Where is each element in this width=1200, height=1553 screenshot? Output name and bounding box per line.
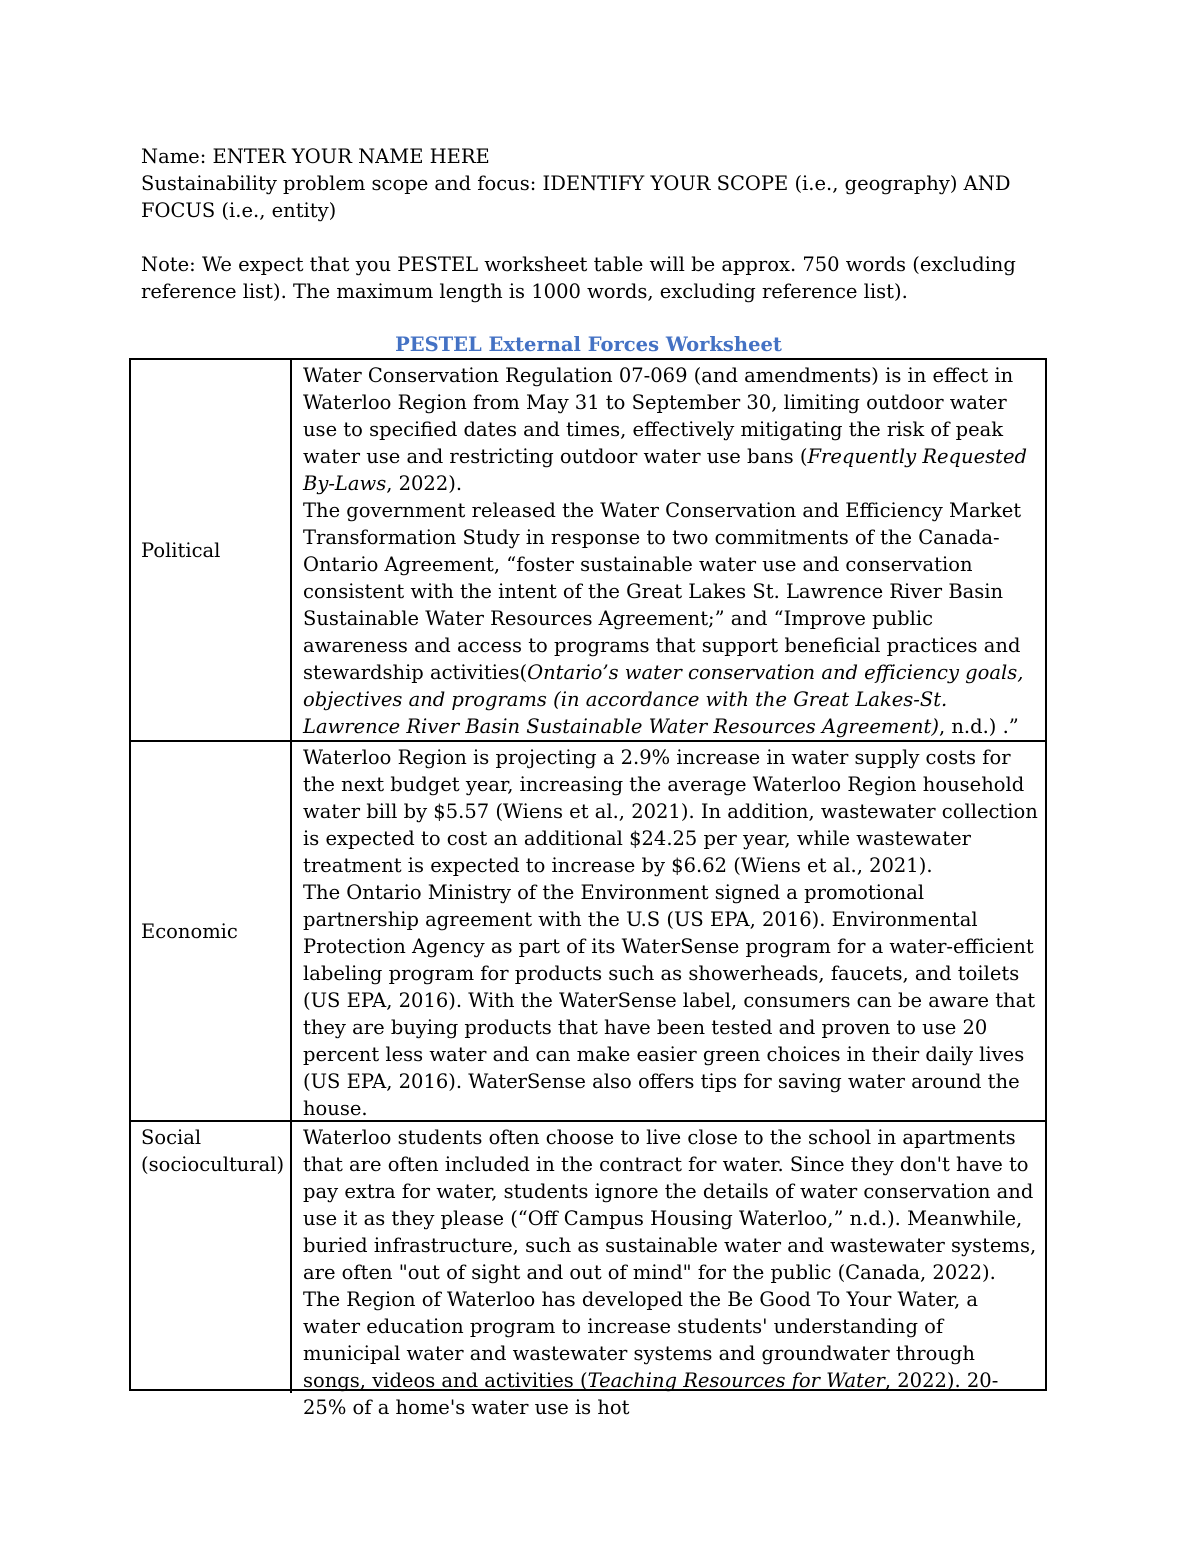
spacer xyxy=(141,224,1041,251)
row-label-text: Social (sociocultural) xyxy=(141,1126,285,1176)
header-block xyxy=(141,143,1041,305)
political-paragraph-1 xyxy=(303,362,1039,497)
text-run: , 2022). xyxy=(386,472,463,495)
table-row-social xyxy=(131,1120,1045,1419)
text-run: , 2022). 20-25% of a home's water use is hot xyxy=(303,1369,999,1419)
economic-paragraph-1: Waterloo Region is projecting a 2.9% increase in water supply costs for the next budget year, increasing the average Waterloo Region household water bill by $5.57 (Wiens et al., 2021). In addition, wastewater collection is expected to cost an additional $24.25 per year, while wastewater treatment is expected to increase by $6.62 (Wiens et al., 2021). xyxy=(303,746,1038,877)
reference-title: Ontario’s water conservation and efficiency goals, objectives and programs (in accordance with the Great Lakes-St. Lawrence River Basin Sustainable Water Resources Agreement) xyxy=(303,661,1024,738)
worksheet-title: PESTEL External Forces Worksheet xyxy=(395,333,782,356)
reference-title: Frequently Requested By-Laws xyxy=(303,445,1027,495)
note-line: Note: We expect that you PESTEL worksheet table will be approx. 750 words (excluding reference list). The maximum length is 1000 words, excluding reference list). xyxy=(141,253,1016,303)
row-label-economic xyxy=(131,742,292,1120)
row-label-political xyxy=(131,360,292,740)
social-paragraph-1 xyxy=(303,1124,1039,1421)
name-line: Name: ENTER YOUR NAME HERE xyxy=(141,145,490,168)
text-run: , n.d.) .” xyxy=(938,715,1019,738)
row-label-text: Political xyxy=(141,538,221,562)
economic-paragraph-2: The Ontario Ministry of the Environment signed a promotional partnership agreement with the U.S (US EPA, 2016). Environmental Protection Agency as part of its WaterSense program for a water-efficient labeling program for products such as showerheads, faucets, and toilets (US EPA, 2016). With the WaterSense label, consumers can be aware that they are buying products that have been tested and proven to use 20 percent less water and can make easier green choices in their daily lives (US EPA, 2016). WaterSense also offers tips for saving water around the house. xyxy=(303,881,1036,1120)
scope-line: Sustainability problem scope and focus: IDENTIFY YOUR SCOPE (i.e., geography) AND FOCUS (i.e., entity) xyxy=(141,172,1011,222)
row-content-political xyxy=(292,360,1045,740)
reference-title: Teaching Resources for Water xyxy=(587,1369,885,1392)
table-row-political xyxy=(131,360,1045,740)
row-content-social xyxy=(292,1122,1045,1419)
text-run: Waterloo students often choose to live close to the school in apartments that are often included in the contract for water. Since they don't have to pay extra for water, students ignore the details of water conservation and use it as they please (“Off Campus Housing Waterloo,” n.d.). Meanwhile, buried infrastructure, such as sustainable water and wastewater systems, are often "out of sight and out of mind" for the public (Canada, 2022). The Region of Waterloo has developed the Be Good To Your Water, a water education program to increase students' understanding of municipal water and wastewater systems and groundwater through songs, videos and activities ( xyxy=(303,1126,1037,1392)
text-run: Water Conservation Regulation 07-069 (and amendments) is in effect in Waterloo Region from May 31 to September 30, limiting outdoor water use to specified dates and times, effectively mitigating the risk of peak water use and restricting outdoor water use bans ( xyxy=(303,364,1014,468)
row-label-text: Economic xyxy=(141,919,238,943)
table-row-economic xyxy=(131,740,1045,1120)
row-content-economic xyxy=(292,742,1045,1120)
row-label-social xyxy=(131,1122,292,1393)
pestel-table xyxy=(129,358,1047,1419)
political-paragraph-2 xyxy=(303,497,1039,740)
text-run: The government released the Water Conservation and Efficiency Market Transformation Study in response to two commitments of the Canada-Ontario Agreement, “foster sustainable water use and conservation consistent with the intent of the Great Lakes St. Lawrence River Basin Sustainable Water Resources Agreement;” and “Improve public awareness and access to programs that support beneficial practices and stewardship activities( xyxy=(303,499,1022,684)
